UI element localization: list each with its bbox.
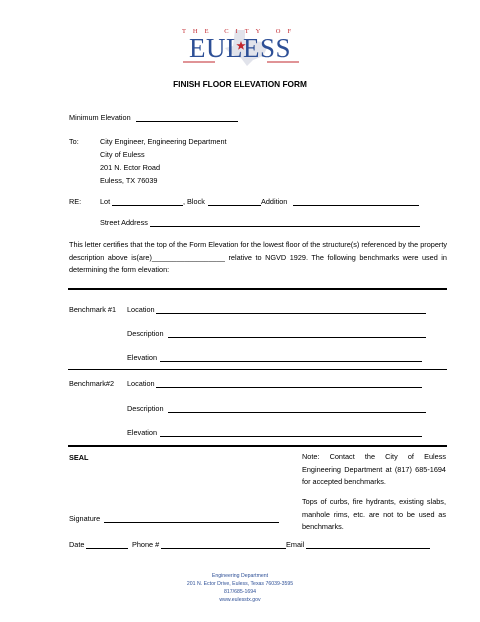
street-address-field[interactable] xyxy=(150,226,420,227)
footer-address: 201 N. Ector Drive, Euless, Texas 76039-3595 xyxy=(186,581,294,587)
date-label: Date xyxy=(69,540,85,549)
address-line-1: City Engineer, Engineering Department xyxy=(100,137,227,146)
block-field[interactable] xyxy=(208,205,261,206)
benchmark1-location-field[interactable] xyxy=(156,313,426,314)
footer-department: Engineering Department xyxy=(211,573,269,579)
footer-website[interactable]: www.eulesstx.gov xyxy=(219,597,261,603)
form-title: FINISH FLOOR ELEVATION FORM xyxy=(173,79,307,89)
section-divider-3 xyxy=(68,445,447,447)
benchmark2-elevation-label: Elevation xyxy=(127,428,158,437)
seal-label: SEAL xyxy=(69,453,89,462)
address-line-4: Euless, TX 76039 xyxy=(100,176,158,185)
benchmark1-description-label: Description xyxy=(127,329,164,338)
re-label: RE: xyxy=(69,197,82,206)
lot-field[interactable] xyxy=(112,205,183,206)
block-label: , Block xyxy=(183,197,205,206)
footer-phone: 817/685-1694 xyxy=(223,589,257,595)
email-field[interactable] xyxy=(306,548,430,549)
benchmark2-location-field[interactable] xyxy=(156,387,422,388)
logo-euless: EULESS xyxy=(188,33,291,63)
benchmark2-description-field[interactable] xyxy=(168,412,426,413)
signature-field[interactable] xyxy=(104,522,279,523)
lot-label: Lot xyxy=(100,197,111,206)
benchmark1-description-field[interactable] xyxy=(168,337,426,338)
phone-label: Phone # xyxy=(132,540,160,549)
date-field[interactable] xyxy=(86,548,128,549)
address-line-2: City of Euless xyxy=(100,150,145,159)
benchmark2-label: Benchmark#2 xyxy=(69,379,115,388)
benchmark2-description-label: Description xyxy=(127,404,164,413)
benchmark1-location-label: Location xyxy=(127,305,155,314)
addition-label: Addition xyxy=(261,197,288,206)
addition-field[interactable] xyxy=(293,205,419,206)
benchmark1-elevation-label: Elevation xyxy=(127,353,158,362)
benchmark1-label: Benchmark #1 xyxy=(69,305,117,314)
to-label: To: xyxy=(69,137,79,146)
email-label: Email xyxy=(286,540,305,549)
logo-city-of: THE CITY OF xyxy=(181,28,299,35)
benchmark2-location-label: Location xyxy=(127,379,155,388)
certification-paragraph: This letter certifies that the top of the Form Elevation for the lowest floor of the structure(s) referenced by the property description above is(are)__________________ relative to NGVD 1929. The following benchmarks were used in determining the form elevation: xyxy=(69,240,447,274)
benchmark-restriction-note: Tops of curbs, fire hydrants, existing slabs, manhole rims, etc. are not to be used as benchmarks. xyxy=(302,497,446,531)
street-address-label: Street Address xyxy=(100,218,148,227)
section-divider-2 xyxy=(68,369,447,370)
benchmark2-elevation-field[interactable] xyxy=(160,436,422,437)
min-elevation-field[interactable] xyxy=(136,121,238,122)
section-divider-1 xyxy=(68,288,447,290)
benchmark1-elevation-field[interactable] xyxy=(160,361,422,362)
signature-label: Signature xyxy=(69,514,101,523)
phone-field[interactable] xyxy=(161,548,286,549)
benchmark-note: Note: Contact the City of Euless Engineering Department at (817) 685-1694 for accepted benchmarks. xyxy=(302,452,446,486)
address-line-3: 201 N. Ector Road xyxy=(100,163,161,172)
min-elevation-label: Minimum Elevation xyxy=(69,113,131,122)
